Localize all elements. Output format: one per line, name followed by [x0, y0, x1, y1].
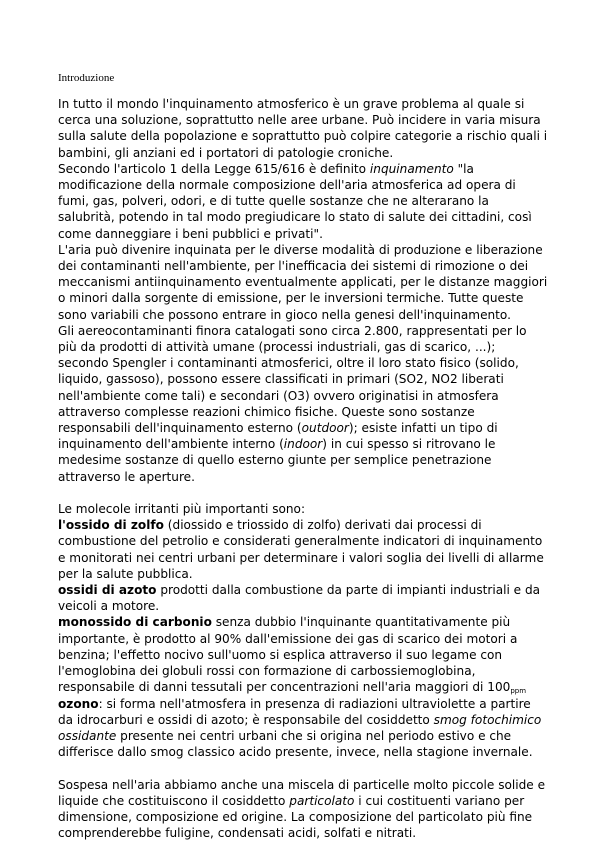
text-run: senza dubbio l'inquinante quantitativamente più importante, è prodotto al 90% dall'emissione dei gas di scarico dei motori a benzina; l'effetto nocivo sull'uomo si esplica attraverso il suo legame con l'emoglobina dei globuli rossi con formazione di carbossiemoglobina, responsabile di danni tessutali per concentrazioni nell'aria maggiori di 100 [58, 615, 518, 695]
molecule-carbon-monoxide [58, 614, 548, 695]
text-run: Sospesa nell'aria abbiamo anche una miscela di particelle molto piccole solide e liquide che costituiscono il cosiddetto [58, 777, 546, 808]
term-inquinamento: inquinamento [369, 161, 454, 176]
section-heading: Introduzione [58, 72, 115, 84]
term-particolato: particolato [289, 793, 355, 808]
paragraph-gap [58, 760, 548, 776]
term-nitrogen-oxides: ossidi di azoto [58, 583, 157, 598]
intro-paragraph-4 [58, 323, 548, 485]
unit-ppm: ppm [510, 687, 527, 696]
text-run: presente nei centri urbani che si origina nel periodo estivo e che differisce dallo smog classico acido presente, invece, nella stagione invernale. [58, 728, 533, 760]
intro-paragraph-1: In tutto il mondo l'inquinamento atmosferico è un grave problema al quale si cerca una soluzione, soprattutto nelle aree urbane. Può incidere in varia misura sulla salute della popolazione e soprattutto può colpire categorie a rischio quali i bambini, gli anziani ed i portatori di patologie croniche. [58, 97, 548, 160]
term-indoor: indoor [283, 437, 323, 452]
text-run: prodotti dalla combustione da parte di impianti industriali e da veicoli a motore. [58, 583, 541, 614]
paragraph-gap [58, 485, 548, 501]
document-body [58, 96, 548, 841]
text-run: ) in cui spesso si ritrovano le medesime sostanze di quello esterno giunte per semplice penetrazione attraverso le aperture. [58, 437, 496, 484]
term-outdoor: outdoor [301, 421, 349, 436]
text-run: "la modificazione della normale composizione dell'aria atmosferica ad opera di fumi, gas, polveri, odori, e di tutte quelle sostanze che ne alterarano la salubrità, potendo in tal modo pregiudicare lo stato di salute dei cittadini, così come danneggiare i beni pubblici e privati". [58, 161, 532, 241]
molecules-lead: Le molecole irritanti più importanti sono: [58, 502, 306, 517]
text-run: ); esiste infatti un tipo di inquinamento dell'ambiente interno ( [58, 421, 498, 452]
term-smog: smog fotochimico ossidante [58, 712, 542, 743]
term-ozone: ozono [58, 696, 99, 711]
particulate-paragraph [58, 777, 548, 842]
text-run: i cui costituenti variano per dimensione, composizione ed origine. La composizione del particolato più fine comprenderebbe fuligine, condensati acidi, solfati e nitrati. [58, 793, 533, 841]
term-sulfur-oxide: l'ossido di zolfo [58, 518, 164, 533]
text-run: (diossido e triossido di zolfo) derivati dai processi di combustione del petrolio e considerati generalmente indicatori di inquinamento e monitorati nei centri urbani per determinare i valori soglia dei livelli di allarme per la salute pubblica. [58, 518, 544, 581]
text-run: Gli aereocontaminanti finora catalogati sono circa 2.800, rappresentati per lo più da prodotti di attività umane (processi industriali, gas di scarico, ...); secondo Spengler i contaminanti atmosferici, oltre il loro stato fisico (solido, liquido, gassoso), possono essere classificati in primari (SO2, NO2 liberati nell'ambiente come tali) e secondari (O3) ovvero originatisi in atmosfera attraverso complesse reazioni chimico fisiche. Queste sono sostanze responsabili dell'inquinamento esterno ( [58, 323, 527, 436]
term-carbon-monoxide: monossido di carbonio [58, 615, 212, 630]
text-run: Secondo l'articolo 1 della Legge 615/616 è definito [58, 161, 370, 176]
molecule-sulfur-oxide [58, 517, 548, 582]
molecule-nitrogen-oxides [58, 582, 548, 614]
intro-paragraph-3: L'aria può divenire inquinata per le diverse modalità di produzione e liberazione dei contaminanti nell'ambiente, per l'inefficacia dei sistemi di rimozione o dei meccanismi antiinquinamento eventualmente applicati, per le distanze maggiori o minori dalla sorgente di emissione, per le inversioni termiche. Tutte queste sono variabili che possono entrare in gioco nella genesi dell'inquinamento. [58, 242, 548, 322]
molecule-ozone [58, 696, 548, 761]
intro-paragraph-2 [58, 161, 548, 242]
text-run: : si forma nell'atmosfera in presenza di radiazioni ultraviolette a partire da idrocarburi e ossidi di azoto; è responsabile del cosiddetto [58, 696, 531, 727]
